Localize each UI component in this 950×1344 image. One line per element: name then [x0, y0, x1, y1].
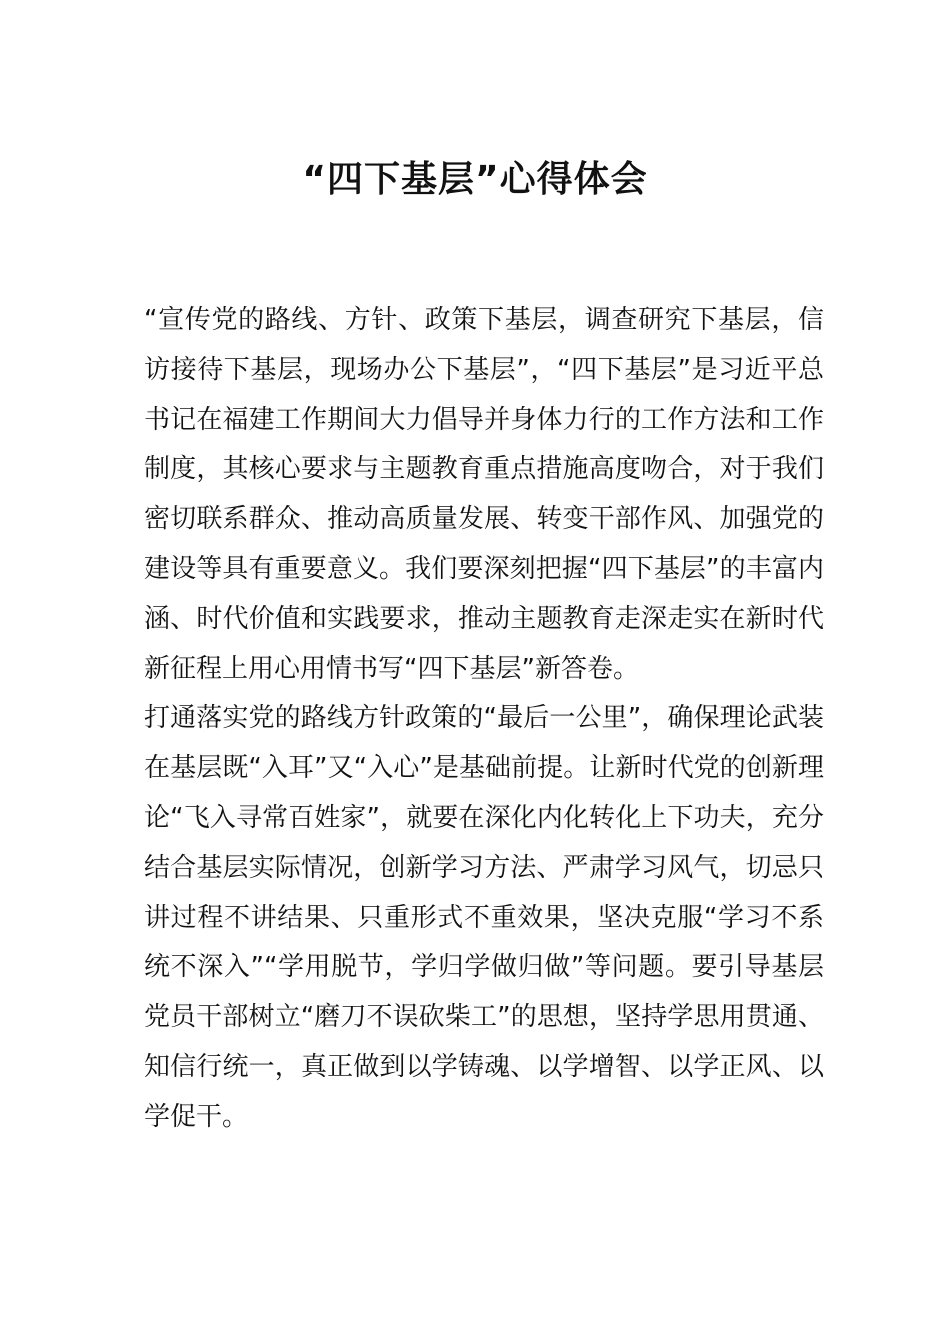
document-title: “四下基层”心得体会 — [302, 159, 648, 200]
paragraph-2: 打通落实党的路线方针政策的“最后一公里”，确保理论武装在基层既“入耳”又“入心”是基础前提。让新时代党的创新理论“飞入寻常百姓家”，就要在深化内化转化上下功夫，充分结合基层实际情况，创新学习方法、严肃学习风气，切忌只讲过程不讲结果、只重形式不重效果，坚决克服“学习不系统不深入”“学用脱节，学归学做归做”等问题。要引导基层党员干部树立“磨刀不误砍柴工”的思想，坚持学思用贯通、知信行统一，真正做到以学铸魂、以学增智、以学正风、以学促干。 — [144, 703, 824, 1132]
paragraph-1: “宣传党的路线、方针、政策下基层，调查研究下基层，信访接待下基层，现场办公下基层”，“四下基层”是习近平总书记在福建工作期间大力倡导并身体力行的工作方法和工作制度，其核心要求与主题教育重点措施高度吻合，对于我们密切联系群众、推动高质量发展、转变干部作风、加强党的建设等具有重要意义。我们要深刻把握“四下基层”的丰富内涵、时代价值和实践要求，推动主题教育走深走实在新时代新征程上用心用情书写“四下基层”新答卷。 — [144, 305, 824, 684]
document-body — [144, 296, 824, 1143]
